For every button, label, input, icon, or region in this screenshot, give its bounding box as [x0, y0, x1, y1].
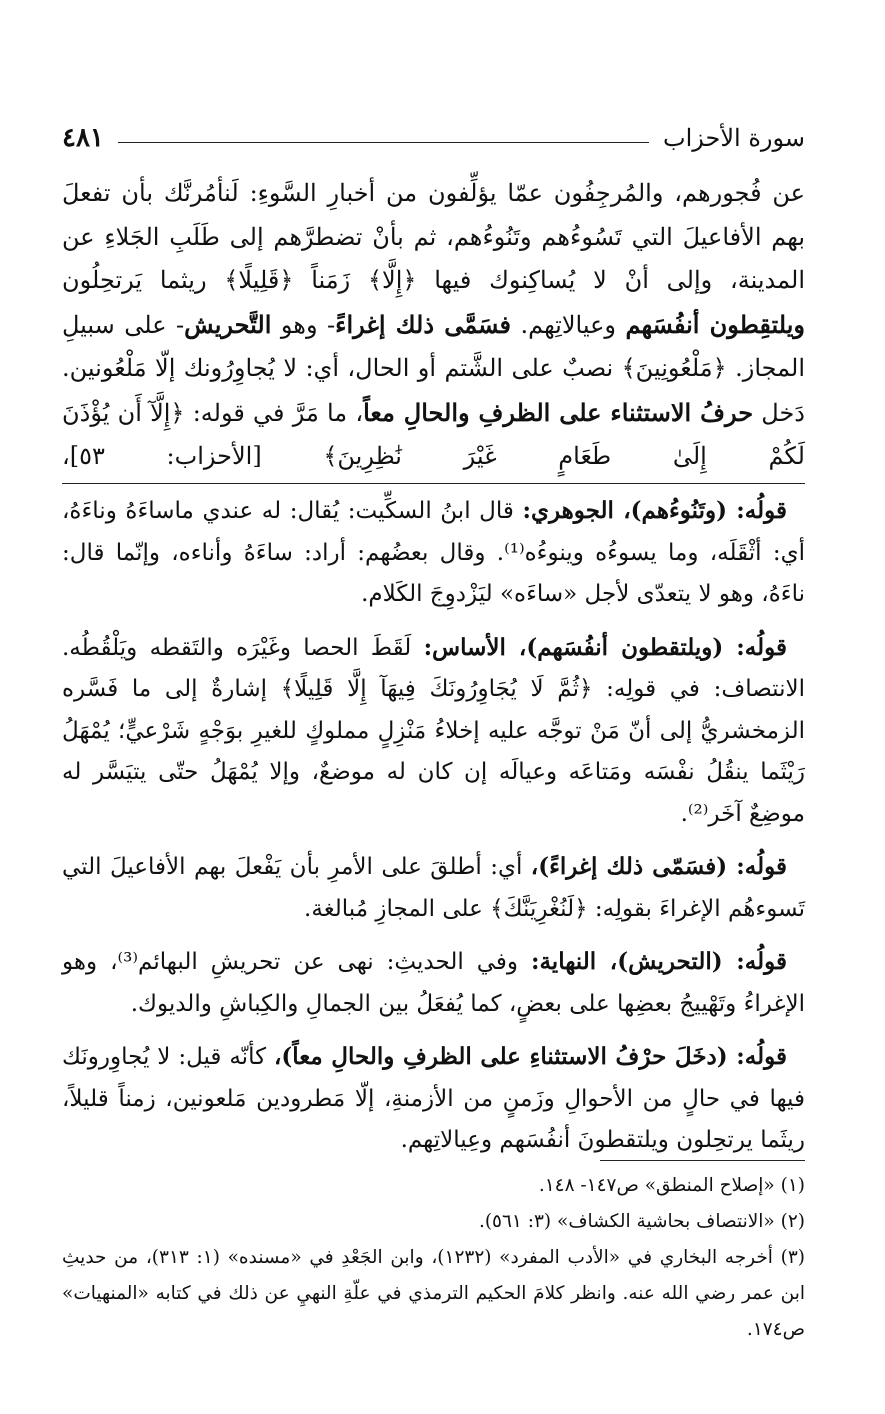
main-divider [62, 483, 805, 484]
commentary-paragraph [62, 627, 805, 836]
main-bold-segment: فسَمَّى ذلك إغراءً [335, 309, 512, 339]
page-number: ٤٨١ [62, 123, 104, 153]
commentary-label: قولُه: (ويلتقطون أنفُسَهم)، الأساس: [423, 633, 787, 661]
footnote: (٣) أخرجه البخاري في «الأدب المفرد» (١٢٣٢)، وابن الجَعْدِ في «مسنده» (١: ٣١٣)، من حديثِ ابن عمر رضي الله عنه. وانظر كلامَ الحكيم الترمذي في علّةِ النهيِ عن ذلك في كتابه «المنهيات» ص١٧٤. [62, 1247, 805, 1340]
commentary-label: قولُه: (التحريش)، النهاية: [530, 948, 787, 975]
main-segment: وعيالاتِهم. [511, 310, 626, 339]
commentary-text: قال ابنُ السكِّيت: يُقال: له عندي ماساءَهُ وناءَهُ، أي: أثْقَلَه، وما يسوءُه وينوءُه⁽¹⁾. وقال بعضُهم: أراد: ساءَهُ وأناءه، وإنّما قال: ناءَهُ، وهو لا يتعدّى لأجل «ساءَه» ليَزْدوِجَ الكَلام. [62, 498, 805, 607]
main-paragraph [62, 172, 805, 479]
commentary-label: قولُه: (وتَنُوءُهم)، الجوهري: [522, 497, 787, 524]
page-header [62, 118, 805, 158]
footnote: (١) «إصلاح المنطق» ص١٤٧- ١٤٨. [538, 1175, 805, 1196]
commentary-text: أي: أطلقَ على الأمرِ بأن يَفْعلَ بهم الأفاعيلَ التي تَسوءهُم الإغراءَ بقولِه: ﴿لَنُغْرِيَنَّكَ﴾ على المجازِ مُبالغة. [62, 854, 805, 922]
commentary-label: قولُه: (دخَلَ حرْفُ الاستثناءِ على الظرفِ والحالِ معاً)، [273, 1043, 788, 1070]
main-bold-segment: حرفُ الاستثناء على الظرفِ والحالِ معاً [363, 397, 754, 427]
main-segment: ، ما مَرَّ في قوله: ﴿إِلَّآ أَن يُؤْذَنَ لَكُمْ إِلَىٰ طَعَامٍ غَيْرَ نَٰظِرِينَ﴾ [الأحزاب: ٥٣]، [62, 398, 805, 470]
commentary-text: وفي الحديثِ: نهى عن تحريشِ البهائم⁽³⁾، وهو الإغراءُ وتَهْييجُ بعضِها على بعضٍ، كما يُفعَلُ بين الجمالِ والكِباشِ والديوك. [62, 949, 805, 1017]
footnote: (٢) «الانتصاف بحاشية الكشاف» (٣: ٥٦١). [478, 1211, 805, 1232]
main-bold-segment: التَّحريش [184, 309, 272, 339]
commentary-paragraph [62, 1036, 805, 1162]
commentary-paragraph [62, 490, 805, 616]
commentary-label: قولُه: (فسَمّى ذلك إغراءً)، [530, 853, 787, 880]
commentary-paragraph [62, 846, 805, 930]
commentary-paragraph [62, 941, 805, 1025]
main-bold-segment: ويلتقِطون أنفُسَهم [625, 309, 805, 339]
main-segment: - وهو [271, 310, 336, 339]
main-segment: - على سبيلِ المجاز. ﴿مَلْعُونِينَ﴾ نصبٌ على الشَّتم أو الحال، أي: لا يُجاوِرُونك إلّا مَلْعُونين. دَخل [62, 310, 805, 427]
main-segment: عن فُجورهم، والمُرجِفُون عمّا يؤلِّفون من أخبارِ السَّوءِ: لَنأمُرنَّك بأن تفعلَ بهم الأفاعيلَ التي تَسُوءُهم وتَنُوءُهم، ثم بأنْ تضطرَّهم إلى طَلَبِ الجَلاءِ عن المدينة، وإلى أنْ لا يُساكِنوك فيها ﴿إِلَّا﴾ زَمَناً ﴿قَلِيلًا﴾ ريثما يَرتحِلُون [62, 179, 805, 294]
footnote-divider [600, 1160, 805, 1161]
main-text [62, 172, 805, 477]
commentary-text: كأنّه قيل: لا يُجاوِرونَك فيها في حالٍ من الأحوالِ وزَمنٍ من الأزمنةِ، إلّا مَطرودين مَلعونين، زمناً قليلاً، ريثَما يرتحِلون ويلتقطونَ أنفُسَهم وعِيالاتِهم. [62, 1044, 805, 1153]
surah-title: سورة الأحزاب [663, 124, 805, 152]
header-rule [118, 142, 649, 143]
footnotes [62, 1168, 805, 1348]
commentary [62, 490, 805, 1173]
commentary-text: لَقَطَ الحصا وغَيْرَه والتَقطه ويَلْقُطُه. الانتصاف: في قولِه: ﴿ثُمَّ لَا يُجَاوِرُونَكَ فِيهَآ إِلَّا قَلِيلًا﴾ إشارةٌ إلى ما فَسَّره الزمخشريُّ إلى أنّ مَنْ توجَّه عليه إخلاءُ مَنْزِلٍ مملوكٍ للغيرِ بوَجْهٍ شَرْعيٍّ؛ يُمْهَلُ رَيْثَما ينقُلُ نفْسَه ومَتاعَه وعيالَه إن كان له موضعٌ، وإلا يُمْهَلُ حتّى يتيَسَّر له موضِعٌ آخَر⁽²⁾. [62, 634, 805, 827]
